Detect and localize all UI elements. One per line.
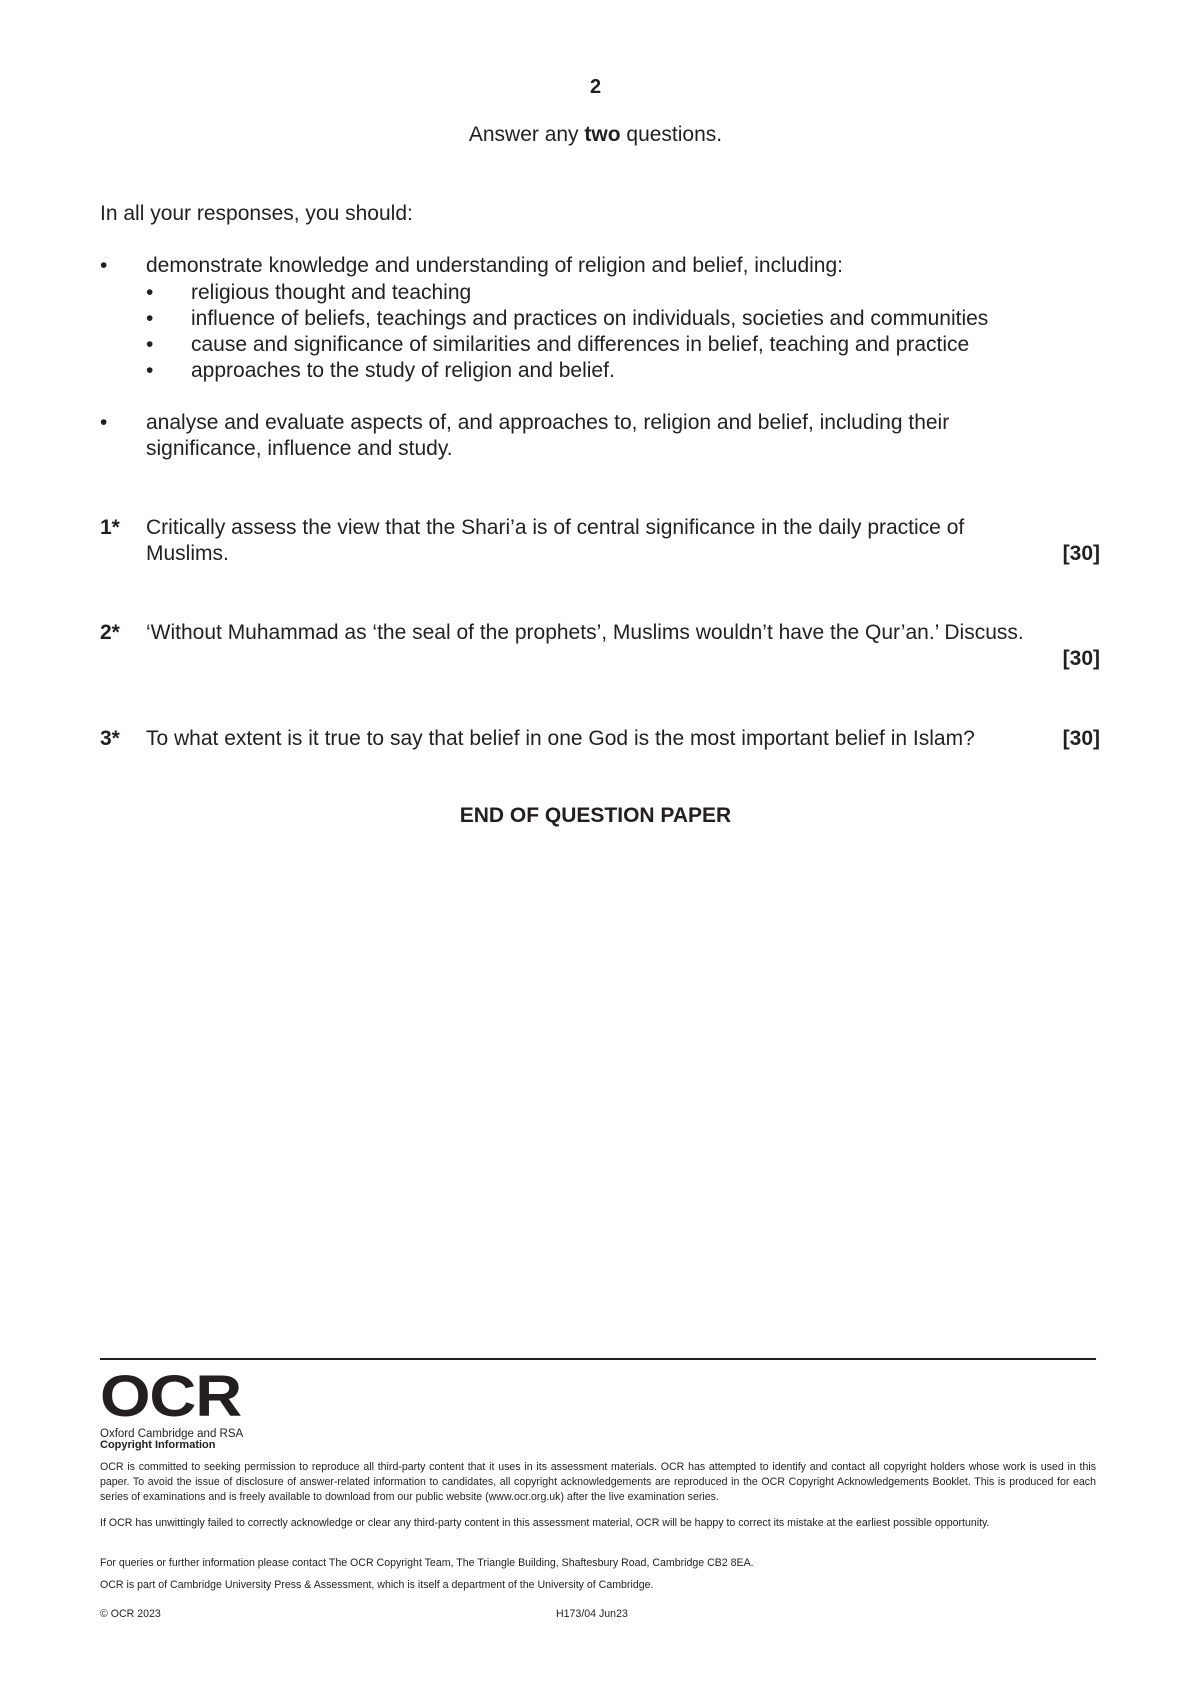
footer-copyright: © OCR 2023	[100, 1608, 161, 1620]
question-marks: [30]	[1062, 727, 1100, 750]
sub-bullet-text: approaches to the study of religion and belief.	[191, 359, 615, 382]
ocr-logo-subtitle: Oxford Cambridge and RSA	[100, 1428, 244, 1440]
instruction-post: questions.	[620, 123, 723, 146]
intro-text: In all your responses, you should:	[100, 202, 413, 225]
footer-rule	[100, 1358, 1096, 1360]
bullet-text: analyse and evaluate aspects of, and approaches to, religion and belief, including their significance, influence and study.	[146, 411, 950, 460]
bullet-dot: •	[146, 281, 154, 304]
question-number: 1*	[100, 516, 120, 539]
question-1	[100, 515, 1100, 569]
sub-bullet-text: influence of beliefs, teachings and practices on individuals, societies and communities	[191, 307, 989, 330]
copyright-paragraph: If OCR has unwittingly failed to correctly acknowledge or clear any third-party content in this assessment material, OCR will be happy to correct its mistake at the earliest possible opportunity.	[100, 1517, 990, 1529]
question-number: 2*	[100, 621, 120, 644]
copyright-paragraph: For queries or further information please contact The OCR Copyright Team, The Triangle Building, Shaftesbury Road, Cambridge CB2 8EA.	[100, 1557, 754, 1569]
bullet-dot: •	[146, 333, 154, 356]
bullet-dot: •	[146, 307, 154, 330]
bullet-dot: •	[100, 254, 108, 277]
question-text: Critically assess the view that the Shari’a is of central significance in the daily practice of Muslims.	[146, 516, 965, 565]
question-number: 3*	[100, 727, 120, 750]
copyright-paragraph: OCR is part of Cambridge University Press & Assessment, which is itself a department of the University of Cambridge.	[100, 1579, 654, 1591]
end-of-paper: END OF QUESTION PAPER	[459, 804, 732, 827]
page-number: 2	[589, 76, 602, 98]
bullet-dot: •	[146, 359, 154, 382]
footer-paper-code: H173/04 Jun23	[556, 1608, 628, 1620]
ocr-logo-mark: OCR	[100, 1364, 241, 1429]
question-text: To what extent is it true to say that belief in one God is the most important belief in Islam?	[146, 727, 975, 750]
sub-bullet-text: cause and significance of similarities and differences in belief, teaching and practice	[191, 333, 970, 356]
question-marks: [30]	[1062, 647, 1100, 670]
question-2	[100, 620, 1100, 674]
question-marks: [30]	[1062, 542, 1100, 565]
sub-bullet-text: religious thought and teaching	[191, 281, 472, 304]
bullet-text: demonstrate knowledge and understanding of religion and belief, including:	[146, 254, 843, 277]
instruction	[0, 123, 1191, 147]
instruction-bold: two	[584, 123, 621, 146]
instruction-pre: Answer any	[468, 123, 585, 146]
question-text: ‘Without Muhammad as ‘the seal of the prophets’, Muslims wouldn’t have the Qur’an.’ Discuss.	[146, 621, 1024, 644]
bullet-dot: •	[100, 411, 108, 434]
question-3	[100, 726, 1100, 754]
ocr-logo	[100, 1364, 244, 1440]
copyright-paragraph: OCR is committed to seeking permission to reproduce all third-party content that it uses in its assessment materials. OCR has attempted to identify and contact all copyright holders whose work is used in this paper. To avoid the issue of disclosure of answer-related information to candidates, all copyright acknowledgements are reproduced in the OCR Copyright Acknowledgements Booklet. This is produced for each series of examinations and is freely available to download from our public website (www.ocr.org.uk) after the live examination series.	[100, 1461, 1096, 1503]
copyright-title: Copyright Information	[100, 1439, 216, 1451]
